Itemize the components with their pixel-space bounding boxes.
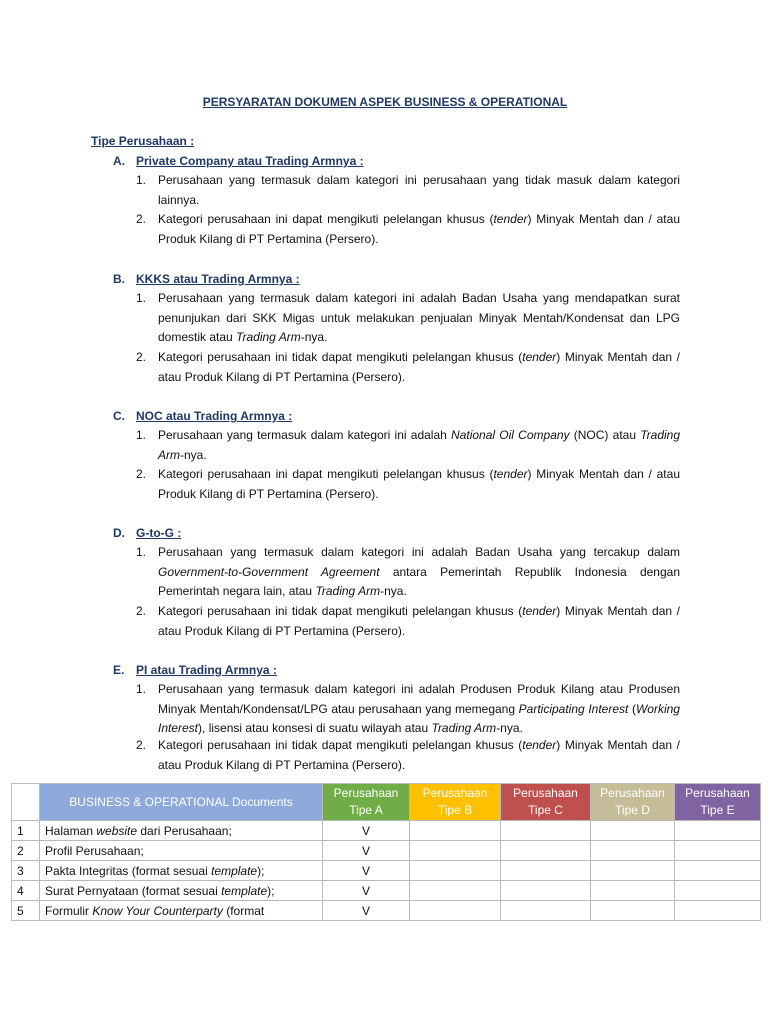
- table-row: [12, 881, 761, 901]
- item-number: 2.: [136, 738, 147, 752]
- row-document: Profil Perusahaan;: [40, 841, 323, 861]
- header-documents: BUSINESS & OPERATIONAL Documents: [40, 784, 323, 821]
- row-tipe-a: V: [323, 821, 410, 841]
- documents-table: [11, 783, 761, 921]
- item-number: 1.: [136, 428, 147, 442]
- page-title: PERSYARATAN DOKUMEN ASPEK BUSINESS & OPERATIONAL: [202, 95, 568, 109]
- header-tipe-a: Perusahaan Tipe A: [323, 784, 410, 821]
- item-text: Perusahaan yang termasuk dalam kategori ini perusahaan yang tidak masuk dalam kategori lainnya.: [158, 173, 680, 207]
- table-row: [12, 841, 761, 861]
- row-number: 5: [12, 901, 40, 921]
- row-number: 1: [12, 821, 40, 841]
- section-title: KKKS atau Trading Armnya :: [136, 272, 300, 286]
- section-title: NOC atau Trading Armnya :: [136, 409, 293, 423]
- header-tipe-d: Perusahaan Tipe D: [591, 784, 675, 821]
- item-text: Kategori perusahaan ini dapat mengikuti pelelangan khusus (tender) Minyak Mentah dan / atau Produk Kilang di PT Pertamina (Persero).: [158, 467, 680, 501]
- row-document: Formulir Know Your Counterparty (format: [40, 901, 323, 921]
- item-text: Perusahaan yang termasuk dalam kategori ini adalah National Oil Company (NOC) atau Trading Arm-nya.: [158, 428, 681, 462]
- item-text: Kategori perusahaan ini tidak dapat mengikuti pelelangan khusus (tender) Minyak Mentah dan / atau Produk Kilang di PT Pertamina (Persero).: [158, 350, 680, 384]
- section-b-item-1: [136, 289, 680, 348]
- item-text: Perusahaan yang termasuk dalam kategori ini adalah Badan Usaha yang mendapatkan surat penunjukan dari SKK Migas untuk melakukan penjualan Minyak Mentah/Kondensat dan LPG domestik atau Trading Arm-nya.: [158, 291, 680, 344]
- item-number: 2.: [136, 467, 147, 481]
- table-header-row: [12, 784, 761, 821]
- table-row: [12, 861, 761, 881]
- section-letter: B.: [113, 272, 125, 286]
- row-number: 3: [12, 861, 40, 881]
- section-c-item-2: [136, 465, 680, 504]
- row-document: Pakta Integritas (format sesuai template);: [40, 861, 323, 881]
- table-row: [12, 901, 761, 921]
- item-number: 2.: [136, 350, 147, 364]
- section-a-heading: [113, 154, 364, 168]
- item-text: Kategori perusahaan ini tidak dapat mengikuti pelelangan khusus (tender) Minyak Mentah dan / atau Produk Kilang di PT Pertamina (Persero).: [158, 604, 680, 638]
- item-number: 1.: [136, 291, 147, 305]
- section-letter: E.: [113, 663, 125, 677]
- section-d-item-1: [136, 543, 680, 602]
- tipe-perusahaan-heading: Tipe Perusahaan :: [91, 134, 195, 148]
- section-letter: D.: [113, 526, 125, 540]
- header-blank-cell: [12, 784, 40, 821]
- section-title: G-to-G :: [136, 526, 182, 540]
- table-row: [12, 821, 761, 841]
- section-title: Private Company atau Trading Armnya :: [136, 154, 364, 168]
- item-text: Perusahaan yang termasuk dalam kategori ini adalah Badan Usaha yang tercakup dalam Government-to-Government Agreement antara Pemerintah Republik Indonesia dengan Pemerintah negara lain, atau Trading Arm-nya.: [158, 545, 681, 598]
- item-text: Kategori perusahaan ini dapat mengikuti pelelangan khusus (tender) Minyak Mentah dan / atau Produk Kilang di PT Pertamina (Persero).: [158, 212, 680, 246]
- header-tipe-c: Perusahaan Tipe C: [501, 784, 591, 821]
- row-number: 2: [12, 841, 40, 861]
- section-e-heading: [113, 663, 277, 677]
- item-number: 2.: [136, 604, 147, 618]
- section-d-heading: [113, 526, 181, 540]
- row-tipe-a: V: [323, 861, 410, 881]
- section-letter: C.: [113, 409, 125, 423]
- row-tipe-a: V: [323, 881, 410, 901]
- row-tipe-a: V: [323, 901, 410, 921]
- item-number: 2.: [136, 212, 147, 226]
- row-document: Surat Pernyataan (format sesuai template);: [40, 881, 323, 901]
- section-letter: A.: [113, 154, 125, 168]
- item-number: 1.: [136, 682, 147, 696]
- header-tipe-b: Perusahaan Tipe B: [410, 784, 501, 821]
- section-a-item-1: [136, 171, 680, 210]
- section-e-item-1: [136, 680, 680, 739]
- item-text: Perusahaan yang termasuk dalam kategori ini adalah Produsen Produk Kilang atau Produsen Minyak Mentah/Kondensat/LPG atau perusahaan yang memegang Participating Interest (Working Interest), lisensi atau konsesi di suatu wilayah atau Trading Arm-nya.: [158, 682, 680, 735]
- section-b-heading: [113, 272, 300, 286]
- row-document: Halaman website dari Perusahaan;: [40, 821, 323, 841]
- row-tipe-a: V: [323, 841, 410, 861]
- section-d-item-2: [136, 602, 680, 641]
- section-c-item-1: [136, 426, 680, 465]
- section-a-item-2: [136, 210, 680, 249]
- section-title: PI atau Trading Armnya :: [136, 663, 277, 677]
- section-c-heading: [113, 409, 292, 423]
- section-b-item-2: [136, 348, 680, 387]
- header-tipe-e: Perusahaan Tipe E: [675, 784, 761, 821]
- section-e-item-2: [136, 736, 680, 775]
- item-number: 1.: [136, 545, 147, 559]
- item-text: Kategori perusahaan ini tidak dapat mengikuti pelelangan khusus (tender) Minyak Mentah dan / atau Produk Kilang di PT Pertamina (Persero).: [158, 738, 680, 772]
- row-number: 4: [12, 881, 40, 901]
- item-number: 1.: [136, 173, 147, 187]
